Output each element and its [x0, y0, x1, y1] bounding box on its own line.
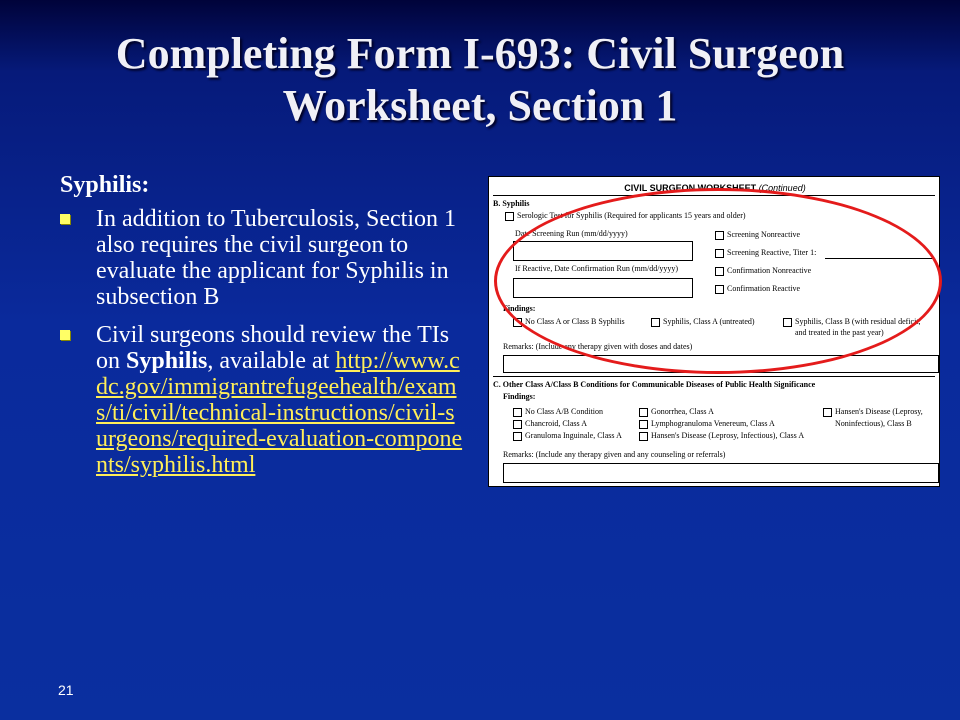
- c-item: Gonorrhea, Class A: [651, 407, 714, 416]
- c-item: Chancroid, Class A: [525, 419, 587, 428]
- remarks-c-field: [503, 463, 939, 483]
- checkbox: [505, 212, 514, 221]
- c-item: Granuloma Inguinale, Class A: [525, 431, 622, 440]
- section-b-label: B. Syphilis: [493, 199, 530, 208]
- checkbox: [639, 408, 648, 417]
- findings-c-label: Findings:: [503, 392, 536, 401]
- section-c-label: C. Other Class A/Class B Conditions for Communicable Diseases of Public Health Significance: [493, 380, 816, 389]
- confirm-nonreactive-label: Confirmation Nonreactive: [727, 266, 812, 275]
- checkbox: [513, 420, 522, 429]
- slide-number: 21: [58, 682, 74, 698]
- cdc-link[interactable]: http://www.cdc.gov/immigrantrefugeehealth/exams/ti/civil/technical-instructions/civil-surgeons/required-evaluation-components/syphilis.html: [96, 348, 463, 478]
- checkbox: [639, 432, 648, 441]
- checkbox: [513, 408, 522, 417]
- c-item: No Class A/B Condition: [525, 407, 604, 416]
- highlight-ellipse: [494, 188, 942, 374]
- c-item: Noninfectious), Class B: [835, 419, 912, 428]
- bullet-text: In addition to Tuberculosis, Section 1 also requires the civil surgeon to evaluate the applicant for Syphilis in subsection B: [96, 206, 456, 310]
- c-item: Lymphogranuloma Venereum, Class A: [651, 419, 775, 428]
- square-bullet-icon: [60, 214, 70, 224]
- worksheet-header: CIVIL SURGEON WORKSHEET (Continued): [624, 183, 806, 193]
- syphilis-b-label: Syphilis, Class B (with residual deficit,: [795, 317, 921, 326]
- screen-nonreactive-label: Screening Nonreactive: [727, 230, 801, 239]
- bullet-text-bold: Syphilis: [126, 348, 208, 374]
- section-heading: Syphilis:: [60, 172, 150, 198]
- bullet-text-post: , available at: [207, 348, 336, 374]
- slide-title: Completing Form I-693: Civil Surgeon Worksheet, Section 1: [115, 29, 845, 130]
- checkbox: [513, 432, 522, 441]
- c-item: Hansen's Disease (Leprosy,: [835, 407, 923, 416]
- findings-label: Findings:: [503, 304, 536, 313]
- date-screening-label: Date Screening Run (mm/dd/yyyy): [515, 229, 628, 238]
- checkbox: [639, 420, 648, 429]
- divider: [493, 376, 935, 377]
- screen-reactive-label: Screening Reactive, Titer 1:: [727, 248, 817, 257]
- checkbox: [823, 408, 832, 417]
- slide-body: [60, 172, 465, 490]
- no-class-label: No Class A or Class B Syphilis: [525, 317, 625, 326]
- serologic-label: Serologic Test for Syphilis (Required for applicants 15 years and older): [517, 211, 746, 220]
- if-reactive-label: If Reactive, Date Confirmation Run (mm/dd/yyyy): [515, 264, 679, 273]
- square-bullet-icon: [60, 330, 70, 340]
- remarks-c-label: Remarks: (Include any therapy given and any counseling or referrals): [503, 450, 726, 459]
- bullet-item: [60, 322, 465, 478]
- confirm-reactive-label: Confirmation Reactive: [727, 284, 801, 293]
- remarks-b-label: Remarks: (Include any therapy given with doses and dates): [503, 342, 693, 351]
- syphilis-b-label-2: and treated in the past year): [795, 328, 884, 337]
- c-item: Hansen's Disease (Leprosy, Infectious), Class A: [651, 431, 805, 440]
- syphilis-a-label: Syphilis, Class A (untreated): [663, 317, 755, 326]
- bullet-item: [60, 206, 465, 310]
- bullet-text-pre: Civil surgeons should review the TIs on: [96, 322, 450, 374]
